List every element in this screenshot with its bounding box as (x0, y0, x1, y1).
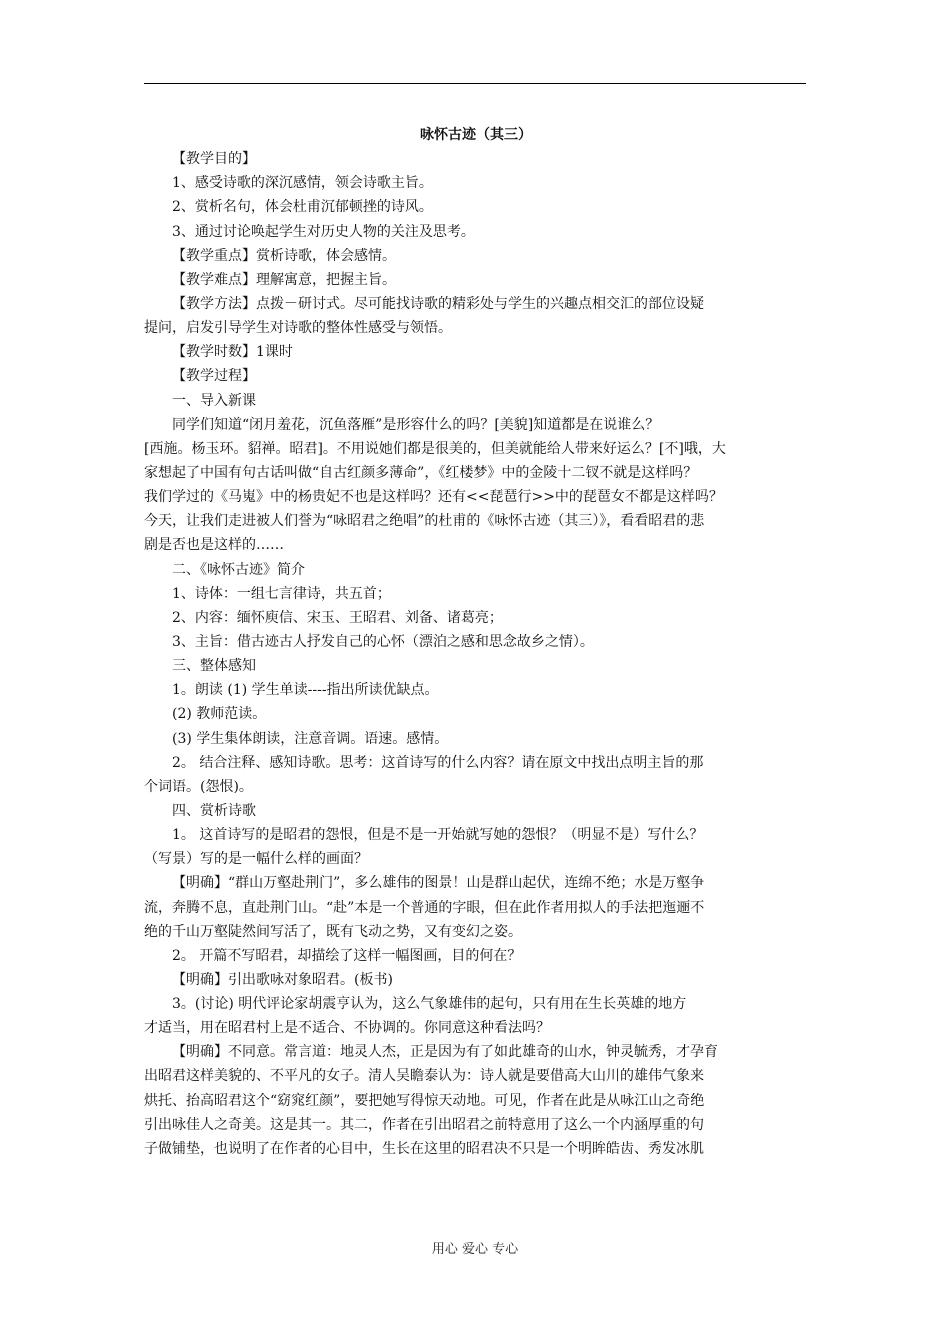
text-line: 今天，让我们走进被人们誉为“咏昭君之绝唱”的杜甫的《咏怀古迹（其三）》，看看昭君的悲 (144, 513, 705, 530)
text-line: 【教学过程】 (172, 368, 256, 385)
text-line: (3) 学生集体朗读，注意音调。语速。感情。 (172, 730, 449, 747)
text-line: 烘托、抬高昭君这个“窈窕红颜”，要把她写得惊天动地。可见，作者在此是从咏江山之奇绝 (144, 1092, 705, 1109)
text-line: 剧是否也是这样的…… (144, 537, 284, 554)
text-line: 【明确】不同意。常言道：地灵人杰，正是因为有了如此雄奇的山水，钟灵毓秀，才孕育 (172, 1044, 718, 1061)
text-line: 【教学方法】点拨－研讨式。尽可能找诗歌的精彩处与学生的兴趣点相交汇的部位设疑 (172, 295, 704, 312)
text-line: 1。朗读 (1) 学生单读----指出所读优缺点。 (172, 682, 439, 699)
text-line: （写景）写的是一幅什么样的画面？ (144, 851, 368, 868)
document-lines (144, 147, 808, 1161)
text-line: 个词语。(怨恨)。 (144, 778, 253, 795)
page-footer: 用心 爱心 专心 (431, 1242, 519, 1257)
text-line: 家想起了中国有句古话叫做“自古红颜多薄命”，《红楼梦》中的金陵十二钗不就是这样吗？ (144, 464, 698, 481)
text-line: 子做铺垫，也说明了在作者的心目中，生长在这里的昭君决不只是一个明眸皓齿、秀发冰肌 (144, 1140, 704, 1157)
text-line: 3。(讨论) 明代评论家胡震亨认为，这么气象雄伟的起句，只有用在生长英雄的地方 (172, 996, 687, 1013)
text-line: 【教学目的】 (172, 151, 256, 168)
text-line: 【明确】“群山万壑赴荆门”，多么雄伟的图景！山是群山起伏，连绵不绝；水是万壑争 (172, 875, 705, 892)
text-line: 同学们知道“闭月羞花，沉鱼落雁”是形容什么的吗？[美貌]知道都是在说谁么？ (172, 416, 660, 433)
text-line: 出昭君这样美貌的、不平凡的女子。清人吴瞻泰认为：诗人就是要借高大山川的雄伟气象来 (144, 1068, 704, 1085)
document-body (144, 123, 808, 1161)
text-line: 1、感受诗歌的深沉感情，领会诗歌主旨。 (172, 175, 433, 192)
text-line: [西施。杨玉环。貂禅。昭君]。不用说她们都是很美的，但美就能给人带来好运么？[不]哦，大 (144, 440, 726, 457)
text-line: 【教学重点】赏析诗歌，体会感情。 (172, 247, 396, 264)
text-line: 2。 开篇不写昭君，却描绘了这样一幅图画，目的何在？ (172, 947, 522, 964)
text-line: 我们学过的《马嵬》中的杨贵妃不也是这样吗？还有<<琵琶行>>中的琵琶女不都是这样吗？ (144, 489, 723, 506)
text-line: 才适当，用在昭君村上是不适合、不协调的。你同意这种看法吗？ (144, 1020, 550, 1037)
document-title: 咏怀古迹（其三） (420, 127, 532, 143)
text-line: 【教学时数】1课时 (172, 344, 293, 361)
text-line: (2) 教师范读。 (172, 706, 267, 723)
text-line: 2、内容：缅怀庾信、宋玉、王昭君、刘备、诸葛亮； (172, 609, 503, 626)
text-line: 3、通过讨论唤起学生对历史人物的关注及思考。 (172, 223, 475, 240)
text-line: 3、主旨：借古迹古人抒发自己的心怀（漂泊之感和思念故乡之情）。 (172, 633, 594, 650)
text-line: 1、诗体：一组七言律诗，共五首； (172, 585, 391, 602)
text-line: 引出咏佳人之奇美。这是其一。其二，作者在引出昭君之前特意用了这么一个内涵厚重的句 (144, 1116, 704, 1133)
text-line: 二、《咏怀古迹》简介 (172, 561, 305, 578)
text-line: 一、导入新课 (172, 392, 256, 409)
text-line: 【教学难点】理解寓意，把握主旨。 (172, 271, 396, 288)
text-line: 流，奔腾不息，直赴荆门山。“赴”本是一个普通的字眼，但在此作者用拟人的手法把迤逦不 (144, 899, 705, 916)
text-line: 三、整体感知 (172, 658, 256, 675)
text-line: 2。 结合注释、感知诗歌。思考：这首诗写的什么内容？请在原文中找出点明主旨的那 (172, 754, 704, 771)
text-line: 2、赏析名句，体会杜甫沉郁顿挫的诗风。 (172, 199, 433, 216)
text-line: 【明确】引出歌咏对象昭君。(板书) (172, 971, 393, 988)
header-rule (144, 83, 806, 84)
text-line: 提问，启发引导学生对诗歌的整体性感受与领悟。 (144, 320, 452, 337)
text-line: 四、赏析诗歌 (172, 802, 256, 819)
text-line: 绝的千山万壑陡然间写活了，既有飞动之势，又有变幻之姿。 (144, 923, 522, 940)
text-line: 1。 这首诗写的是昭君的怨恨，但是不是一开始就写她的怨恨？（明显不是）写什么？ (172, 827, 704, 844)
